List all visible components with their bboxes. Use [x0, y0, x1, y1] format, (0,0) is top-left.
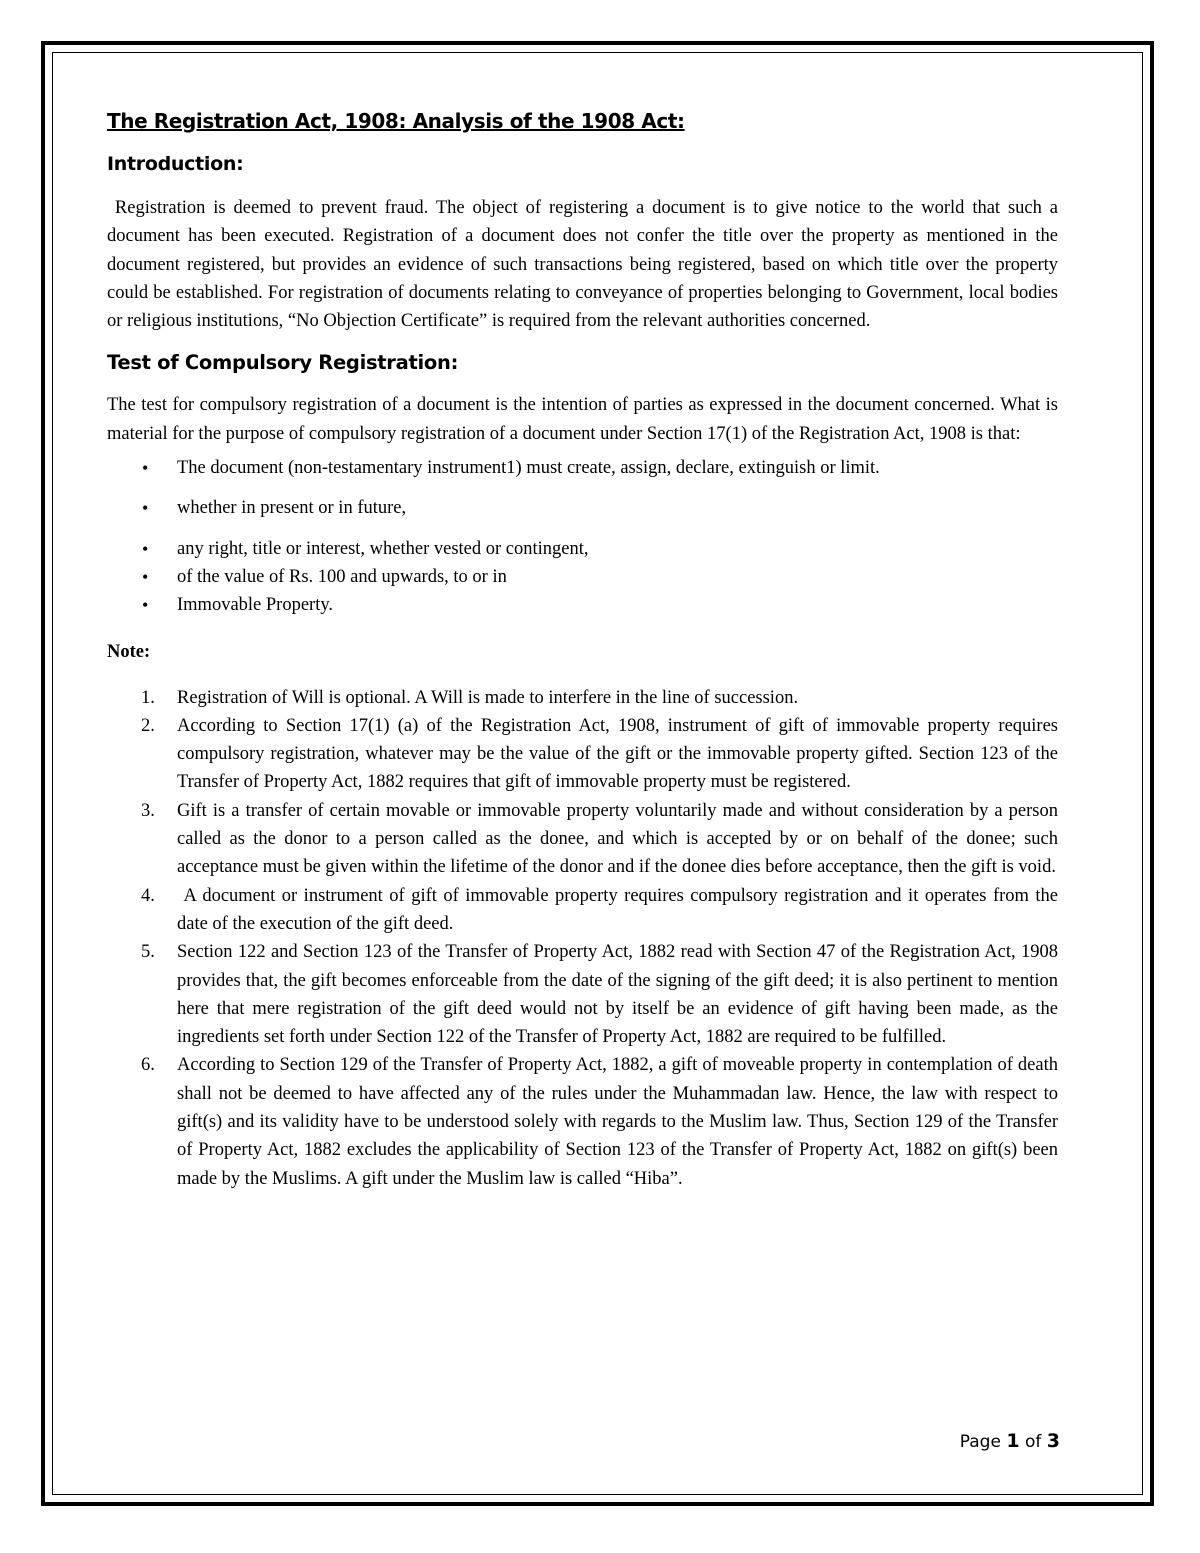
note-number: 1.: [141, 687, 155, 708]
list-item: • whether in present or in future,: [107, 494, 1058, 522]
note-label: Note:: [107, 641, 151, 662]
note-item: [107, 712, 1058, 797]
current-page-number: 1: [1006, 1430, 1020, 1452]
note-item: [107, 938, 1058, 1051]
note-text: Gift is a transfer of certain movable or immovable property voluntarily made and without consideration by a person called as the donor to a person called as the donee, and which is accepted by or on behalf of the donee; such acceptance must be given within the lifetime of the donor and if the donee dies before acceptance, then the gift is void.: [177, 800, 1058, 878]
list-item: • Immovable Property.: [107, 591, 1058, 619]
note-text: According to Section 17(1) (a) of the Registration Act, 1908, instrument of gift of immovable property requires compulsory registration, whatever may be the value of the gift or the immovable property gifted. Section 123 of the Transfer of Property Act, 1882 requires that gift of immovable property must be registered.: [177, 715, 1058, 793]
total-pages-number: 3: [1046, 1430, 1060, 1452]
of-word: of: [1024, 1432, 1042, 1452]
list-item: • The document (non-testamentary instrument1) must create, assign, declare, extinguish or limit.: [107, 454, 1058, 482]
note-text: Section 122 and Section 123 of the Transfer of Property Act, 1882 read with Section 47 of the Registration Act, 1908 provides that, the gift becomes enforceable from the date of the signing of the gift deed; it is also pertinent to mention here that mere registration of the gift deed would not by itself be an evidence of gift having been made, as the ingredients set forth under Section 122 of the Transfer of Property Act, 1882 are required to be fulfilled.: [177, 942, 1058, 1048]
note-number: 4.: [141, 885, 155, 906]
note-item: [107, 882, 1063, 939]
note-number: 6.: [141, 1055, 155, 1076]
note-number: 3.: [141, 800, 155, 821]
page-number-footer: [960, 1430, 1060, 1452]
criteria-list: [107, 454, 1058, 619]
note-text: A document or instrument of gift of immovable property requires compulsory registration and it operates from the date of the execution of the gift deed.: [177, 885, 1063, 934]
document-title: The Registration Act, 1908: Analysis of the 1908 Act:: [107, 109, 685, 133]
page-word: Page: [959, 1432, 1001, 1452]
note-item: [107, 797, 1058, 882]
note-text: According to Section 129 of the Transfer of Property Act, 1882, a gift of moveable property in contemplation of death shall not be deemed to have affected any of the rules under the Muhammadan law. Hence, the law with respect to gift(s) and its validity have to be understood solely with regards to the Muslim law. Thus, Section 129 of the Transfer of Property Act, 1882 excludes the applicability of Section 123 of the Transfer of Property Act, 1882 on gift(s) been made by the Muslims. A gift under the Muslim law is called “Hiba”.: [177, 1055, 1058, 1189]
note-item: [107, 1051, 1058, 1192]
document-body: [107, 106, 1063, 1193]
introduction-heading: Introduction:: [107, 153, 244, 175]
test-paragraph: The test for compulsory registration of a document is the intention of parties as expressed in the document concerned. What is material for the purpose of compulsory registration of a document under Section 17(1) of the Registration Act, 1908 is that:: [107, 395, 1058, 444]
note-text: Registration of Will is optional. A Will is made to interfere in the line of succession.: [177, 687, 799, 708]
list-item: • of the value of Rs. 100 and upwards, to or in: [107, 563, 1058, 591]
notes-list: [107, 684, 1063, 1193]
test-heading: Test of Compulsory Registration:: [107, 351, 459, 375]
note-item: [107, 684, 1058, 712]
list-item: • any right, title or interest, whether vested or contingent,: [107, 535, 1058, 563]
note-number: 2.: [141, 715, 155, 736]
note-number: 5.: [141, 942, 155, 963]
introduction-paragraph: Registration is deemed to prevent fraud. The object of registering a document is to give notice to the world that such a document has been executed. Registration of a document does not confer the title over the property as mentioned in the document registered, but provides an evidence of such transactions being registered, based on which title over the property could be established. For registration of documents relating to conveyance of properties belonging to Government, local bodies or religious institutions, “No Objection Certificate” is required from the relevant authorities concerned.: [107, 198, 1063, 332]
